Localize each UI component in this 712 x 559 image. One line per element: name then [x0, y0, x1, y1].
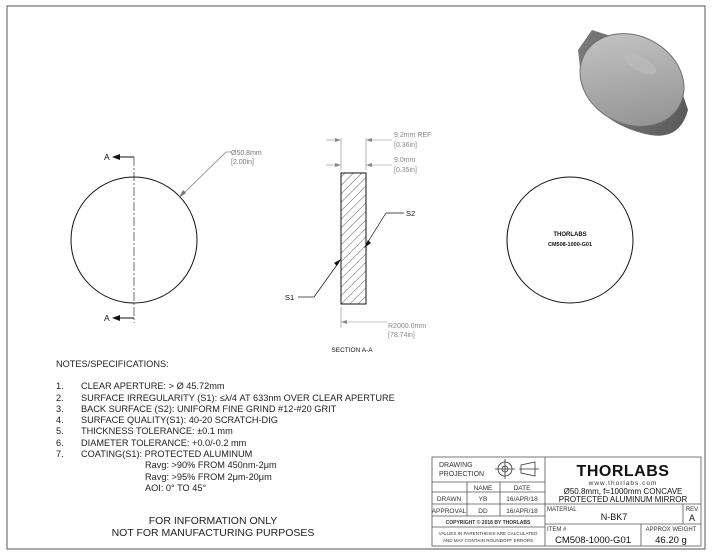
surface-s1-label: S1 [285, 293, 295, 302]
weight-label: APPROX WEIGHT [645, 527, 697, 533]
diameter-mm: Ø50.8mm [231, 150, 262, 157]
approval-date: 16/APR/18 [506, 508, 538, 515]
engraving-brand: THORLABS [553, 232, 587, 238]
information-disclaimer [108, 515, 318, 539]
back-view [507, 177, 633, 303]
rev-value: A [688, 513, 696, 523]
diameter-leader [182, 152, 226, 195]
material-label: MATERIAL [547, 507, 577, 513]
section-view [285, 132, 431, 354]
item-number: CM508-1000-G01 [554, 535, 632, 546]
projection-label-1: DRAWING [439, 462, 473, 469]
rev-label: REV [685, 507, 699, 513]
copyright: COPYRIGHT © 2018 BY THORLABS [445, 520, 531, 526]
col-name-header: NAME [473, 485, 493, 492]
note-item: 6. DIAMETER TOLERANCE: +0.0/-0.2 mm [56, 437, 247, 448]
radius-mm: R2000.0mm [388, 323, 427, 330]
note-item: 2. SURFACE IRREGULARITY (S1): ≤λ/4 AT 633nm OVER CLEAR APERTURE [56, 392, 395, 403]
approval-name: DD [478, 508, 488, 515]
notes-specifications [56, 359, 395, 494]
engraving-part-number: CM508-1000-G01 [547, 242, 593, 248]
section-label-a-bottom: A [104, 313, 110, 323]
coating-detail: Ravg: >90% FROM 450nm-2μm [145, 460, 277, 471]
radius-in: [78.74in] [388, 332, 415, 339]
part-description-2: PROTECTED ALUMINUM MIRROR [558, 495, 688, 504]
disclaimer-2: AND MAY CONTAIN ROUNDOFF ERRORS [442, 538, 534, 543]
coating-detail: Ravg: >95% FROM 2μm-20μm [145, 471, 272, 482]
disclaimer-line-2: NOT FOR MANUFACTURING PURPOSES [111, 527, 315, 539]
weight-value: 46.20 g [655, 535, 687, 546]
note-item: 1. CLEAR APERTURE: > Ø 45.72mm [56, 381, 225, 392]
company-logo: THORLABS [576, 463, 670, 480]
projection-label-2: PROJECTION [439, 471, 485, 478]
item-label: ITEM # [547, 527, 567, 533]
drawn-date: 16/APR/18 [506, 496, 538, 503]
part-description-1: Ø50.8mm, f=1000mm CONCAVE [563, 487, 683, 496]
disclaimer-line-1: FOR INFORMATION ONLY [148, 515, 278, 527]
mirror-render-image [564, 16, 701, 144]
back-view-outline [507, 177, 633, 303]
note-item: 3. BACK SURFACE (S2): UNIFORM FINE GRIND #12-#20 GRIT [56, 403, 337, 414]
note-item: 7. COATING(S1): PROTECTED ALUMINUM [56, 449, 253, 460]
section-profile [341, 173, 366, 304]
notes-heading: NOTES/SPECIFICATIONS: [56, 359, 169, 369]
material-value: N-BK7 [600, 512, 628, 522]
title-block-text [432, 457, 701, 546]
section-view-label: SECTION A-A [331, 347, 373, 354]
surface-s2-label: S2 [406, 209, 416, 218]
drawn-name: YB [478, 496, 488, 503]
edge-thickness-in: [0.35in] [394, 167, 417, 174]
edge-thickness-mm: 9.0mm [394, 157, 416, 164]
drawn-label: DRAWN [436, 496, 462, 503]
note-item: 5. THICKNESS TOLERANCE: ±0.1 mm [56, 426, 233, 437]
diameter-in: [2.00in] [231, 159, 254, 166]
note-item: 4. SURFACE QUALITY(S1): 40-20 SCRATCH-DIG [56, 415, 278, 426]
company-website: www.thorlabs.com [588, 480, 658, 487]
section-label-a-top: A [104, 152, 110, 162]
approval-label: APPROVAL [432, 508, 467, 515]
col-date-header: DATE [513, 485, 531, 492]
disclaimer-1: VALUES IN PARENTHESIS ARE CALCULATED [438, 531, 538, 536]
thickness-ref-in: [0.36in] [394, 142, 417, 149]
thickness-ref-mm: 9.2mm REF [394, 132, 432, 139]
coating-detail: AOI: 0° TO 45° [145, 482, 207, 493]
front-view [71, 150, 262, 323]
